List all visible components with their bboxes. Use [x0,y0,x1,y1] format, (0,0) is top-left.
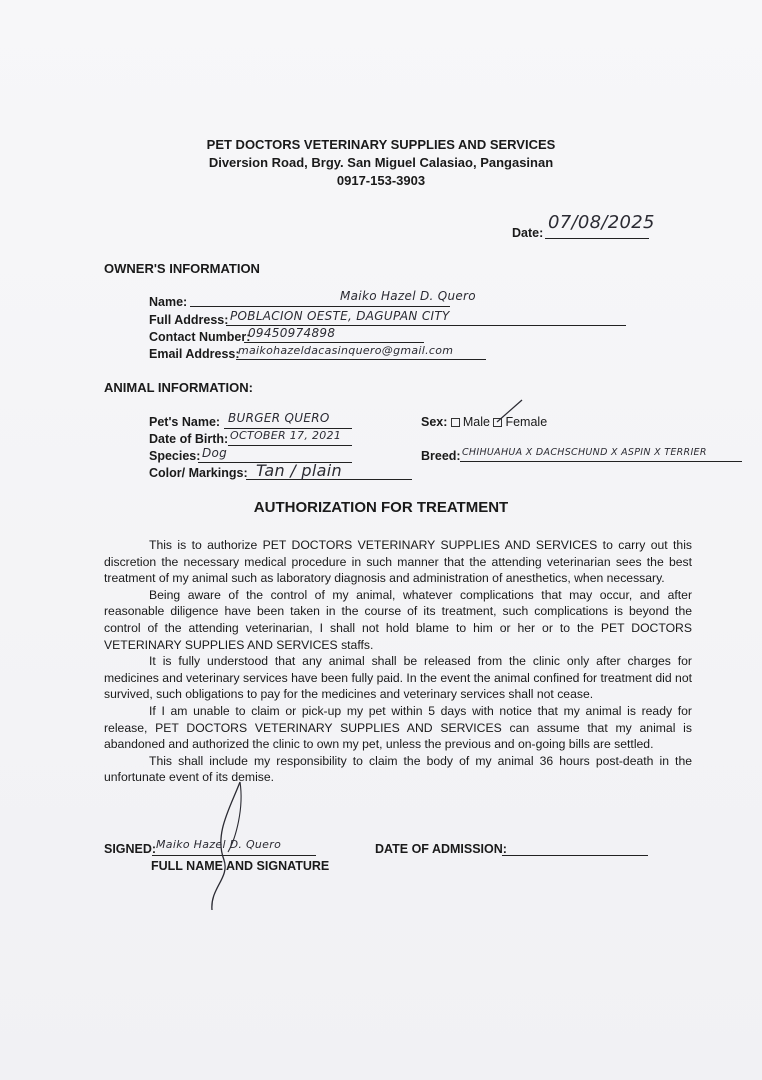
paragraph-authorize: This is to authorize PET DOCTORS VETERINARY SUPPLIES AND SERVICES to carry out this discretion the necessary medical procedure in such manner that the attending veterinarian sees the best treatment of my animal such as laboratory diagnosis and administration of anesthetics, when necessary. [104,538,692,586]
color-value: Tan / plain [256,461,342,480]
male-option-label: Male [462,415,490,429]
paragraph-release: It is fully understood that any animal shall be released from the clinic only after charges for medicines and veterinary services have been fully paid. In the event the animal confined for treatment did not survived, such obligations to pay for the medicines and veterinary services shall not cease. [104,654,692,702]
paragraph-abandonment: If I am unable to claim or pick-up my pet within 5 days with notice that my animal is ready for release, PET DOCTORS VETERINARY SUPPLIES AND SERVICES can assume that my animal is abandoned and authorized the clinic to own my pet, unless the previous and on-going bills are settled. [104,703,692,752]
address-label: Full Address: [149,313,229,327]
date-value: 07/08/2025 [548,212,655,233]
clinic-name: PET DOCTORS VETERINARY SUPPLIES AND SERVICES [206,137,556,152]
paragraph-complications: Being aware of the control of my animal, whatever complications that may occur, and after reasonable diligence have been taken in the course of its treatment, such complications is beyond the control of the attending veterinarian, I shall not hold blame to him or her or to the PET DOCTORS VETERINARY SUPPLIES AND SERVICES staffs. [104,587,692,652]
signature-caption: FULL NAME AND SIGNATURE [151,859,330,873]
male-checkbox[interactable] [451,418,460,427]
owner-section-title: OWNER'S INFORMATION [104,261,260,276]
address-value: POBLACION OESTE, DAGUPAN CITY [230,309,450,323]
sex-field [421,415,547,429]
pet-name-value: BURGER QUERO [228,411,330,425]
date-label: Date: [512,226,544,240]
dob-value: OCTOBER 17, 2021 [230,429,342,442]
signed-value: Maiko Hazel D. Quero [156,838,282,851]
dob-label: Date of Birth: [149,432,229,446]
species-label: Species: [149,449,201,463]
female-checkmark-icon [495,398,525,426]
authorization-body [104,537,692,786]
authorization-title: AUTHORIZATION FOR TREATMENT [253,499,509,516]
breed-value: CHIHUAHUA X DACHSCHUND X ASPIN X TERRIER [462,447,707,458]
species-value: Dog [202,446,228,460]
color-label: Color/ Markings: [149,466,248,480]
name-label: Name: [149,295,188,309]
contact-value: 09450974898 [248,326,336,340]
animal-section-title: ANIMAL INFORMATION: [104,380,253,395]
contact-label: Contact Number: [149,330,251,344]
admission-label: DATE OF ADMISSION: [375,842,507,856]
email-value: maikohazeldacasinquero@gmail.com [238,344,454,357]
clinic-address: Diversion Road, Brgy. San Miguel Calasiao, Pangasinan [208,155,554,170]
clinic-phone: 0917-153-3903 [336,173,426,188]
admission-line[interactable] [502,841,648,856]
pet-name-label: Pet's Name: [149,415,221,429]
breed-label: Breed: [421,449,461,463]
email-label: Email Address: [149,347,240,361]
female-option-label: Female [505,415,548,429]
signed-label: SIGNED: [104,842,157,856]
signature-stroke-icon [200,778,250,914]
sex-label: Sex: [421,415,448,429]
name-value: Maiko Hazel D. Quero [340,289,476,303]
paragraph-body-claim: This shall include my responsibility to claim the body of my animal 36 hours post-death in the unfortunate event of its demise. [104,753,692,785]
